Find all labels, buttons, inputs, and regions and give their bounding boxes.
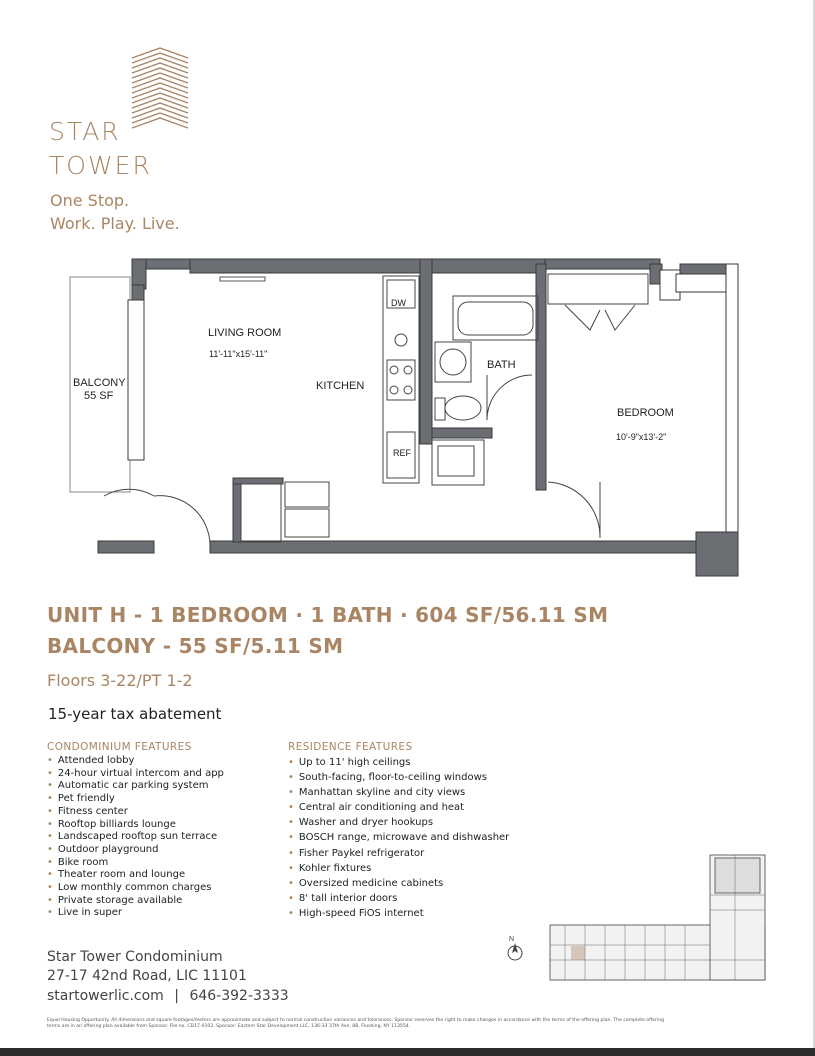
- living-room-label: LIVING ROOM: [208, 327, 282, 339]
- feature-text: Live in super: [57, 907, 122, 919]
- unit-balcony: BALCONY - 55 SF/5.11 SM: [47, 634, 344, 658]
- bath-fixtures: [432, 296, 538, 485]
- bottom-bar: [0, 1048, 815, 1056]
- bullet-icon: •: [47, 805, 53, 817]
- contact-address: 27-17 42nd Road, LIC 11101: [47, 968, 247, 984]
- feature-item: [288, 770, 548, 785]
- bullet-icon: •: [47, 856, 53, 868]
- feature-text: Attended lobby: [57, 755, 135, 766]
- bullet-icon: •: [47, 755, 53, 766]
- bullet-icon: •: [47, 780, 53, 792]
- contact-separator: |: [174, 988, 179, 1004]
- bullet-icon: •: [288, 802, 294, 814]
- bullet-icon: •: [288, 817, 294, 829]
- feature-item: [47, 819, 277, 832]
- feature-item: [288, 785, 548, 800]
- bullet-icon: •: [47, 869, 53, 881]
- kitchen-label: KITCHEN: [316, 380, 365, 392]
- feature-item: [47, 831, 277, 844]
- feature-item: [288, 800, 548, 815]
- feature-item: [47, 780, 277, 793]
- building-footprint: [550, 855, 765, 980]
- feature-text: Washer and dryer hookups: [298, 817, 434, 829]
- feature-item: [47, 768, 277, 781]
- unit-highlight: [571, 946, 585, 960]
- feature-item: [47, 755, 277, 768]
- unit-floors: Floors 3-22/PT 1-2: [47, 671, 193, 690]
- feature-text: BOSCH range, microwave and dishwasher: [298, 832, 510, 844]
- feature-item: [47, 793, 277, 806]
- feature-item: [288, 815, 548, 830]
- key-plan: [505, 850, 770, 985]
- brand-name-line1: STAR: [49, 117, 121, 146]
- feature-text: Kohler fixtures: [298, 862, 372, 874]
- bullet-icon: •: [288, 847, 294, 859]
- feature-item: [47, 844, 277, 857]
- bullet-icon: •: [47, 882, 53, 894]
- feature-text: Fitness center: [57, 805, 128, 817]
- feature-text: Rooftop billiards lounge: [57, 818, 176, 830]
- feature-item: [47, 882, 277, 895]
- condominium-features-list: [47, 755, 277, 920]
- north-label: N: [509, 936, 515, 943]
- contact-line: [47, 988, 289, 1004]
- dishwasher-label: DW: [391, 298, 406, 308]
- feature-text: Outdoor playground: [57, 843, 159, 855]
- bullet-icon: •: [288, 772, 294, 784]
- feature-text: Manhattan skyline and city views: [298, 787, 466, 799]
- bullet-icon: •: [288, 907, 294, 919]
- feature-item: [47, 857, 277, 870]
- refrigerator-label: REF: [393, 448, 411, 458]
- bullet-icon: •: [47, 843, 53, 855]
- residence-features-heading: RESIDENCE FEATURES: [288, 741, 413, 753]
- feature-text: 24-hour virtual intercom and app: [57, 767, 224, 779]
- feature-text: Pet friendly: [57, 793, 115, 805]
- feature-text: Private storage available: [57, 894, 183, 906]
- bullet-icon: •: [288, 862, 294, 874]
- feature-text: Bike room: [57, 856, 109, 868]
- balcony-size-label: 55 SF: [84, 390, 114, 402]
- condominium-features: [47, 741, 277, 920]
- bullet-icon: •: [47, 767, 53, 779]
- bullet-icon: •: [47, 793, 53, 805]
- feature-text: Landscaped rooftop sun terrace: [57, 831, 218, 843]
- feature-text: Theater room and lounge: [57, 869, 186, 881]
- floor-plan: [60, 250, 760, 595]
- living-room-dims: 11'-11"x15'-11": [209, 349, 268, 359]
- condominium-features-heading: CONDOMINIUM FEATURES: [47, 741, 192, 753]
- tagline-line2: Work. Play. Live.: [50, 214, 180, 233]
- north-arrow-icon: [508, 936, 522, 960]
- feature-item: [47, 907, 277, 920]
- feature-text: Low monthly common charges: [57, 882, 212, 894]
- bullet-icon: •: [47, 894, 53, 906]
- feature-text: Fisher Paykel refrigerator: [298, 847, 425, 859]
- bullet-icon: •: [47, 831, 53, 843]
- bedroom-label: BEDROOM: [617, 407, 674, 419]
- bullet-icon: •: [288, 757, 294, 768]
- contact-name: Star Tower Condominium: [47, 949, 223, 965]
- feature-item: [47, 806, 277, 819]
- phone-number[interactable]: 646-392-3333: [189, 988, 289, 1004]
- balcony-label: BALCONY: [73, 377, 126, 389]
- unit-title: UNIT H - 1 BEDROOM · 1 BATH · 604 SF/56.11 SM: [47, 603, 609, 627]
- bath-label: BATH: [487, 359, 516, 371]
- star-tower-logo-icon: [130, 44, 192, 134]
- feature-text: Up to 11' high ceilings: [298, 757, 411, 768]
- feature-item: [47, 869, 277, 882]
- tagline-line1: One Stop.: [50, 191, 130, 210]
- bullet-icon: •: [288, 787, 294, 799]
- feature-text: South-facing, floor-to-ceiling windows: [298, 772, 487, 784]
- legal-disclaimer: Equal Housing Opportunity. All dimensions and square footages/meters are approximate and subject to normal construction variances and tolerances. Sponsor reserves the right to make changes in accordance with the terms of the offering plan. The complete offering terms are in an offering plan available from Sponsor. File no. CD17-0102. Sponsor: Eastern Star Development LLC, 136-33 37th Ave, 8B, Flushing, NY 113554.: [47, 1018, 665, 1029]
- bedroom-dims: 10'-9"x13'-2": [616, 432, 667, 442]
- bullet-icon: •: [47, 818, 53, 830]
- bullet-icon: •: [47, 907, 53, 919]
- feature-item: [288, 755, 548, 770]
- website-link[interactable]: startowerlic.com: [47, 988, 164, 1004]
- feature-item: [47, 895, 277, 908]
- bullet-icon: •: [288, 877, 294, 889]
- feature-item: [288, 830, 548, 845]
- feature-text: 8' tall interior doors: [298, 892, 398, 904]
- tax-abatement: 15-year tax abatement: [48, 705, 222, 723]
- feature-text: Central air conditioning and heat: [298, 802, 465, 814]
- feature-text: High-speed FiOS internet: [298, 907, 424, 919]
- bullet-icon: •: [288, 892, 294, 904]
- feature-text: Automatic car parking system: [57, 780, 209, 792]
- brand-name-line2: TOWER: [49, 151, 152, 180]
- feature-text: Oversized medicine cabinets: [298, 877, 444, 889]
- bullet-icon: •: [288, 832, 294, 844]
